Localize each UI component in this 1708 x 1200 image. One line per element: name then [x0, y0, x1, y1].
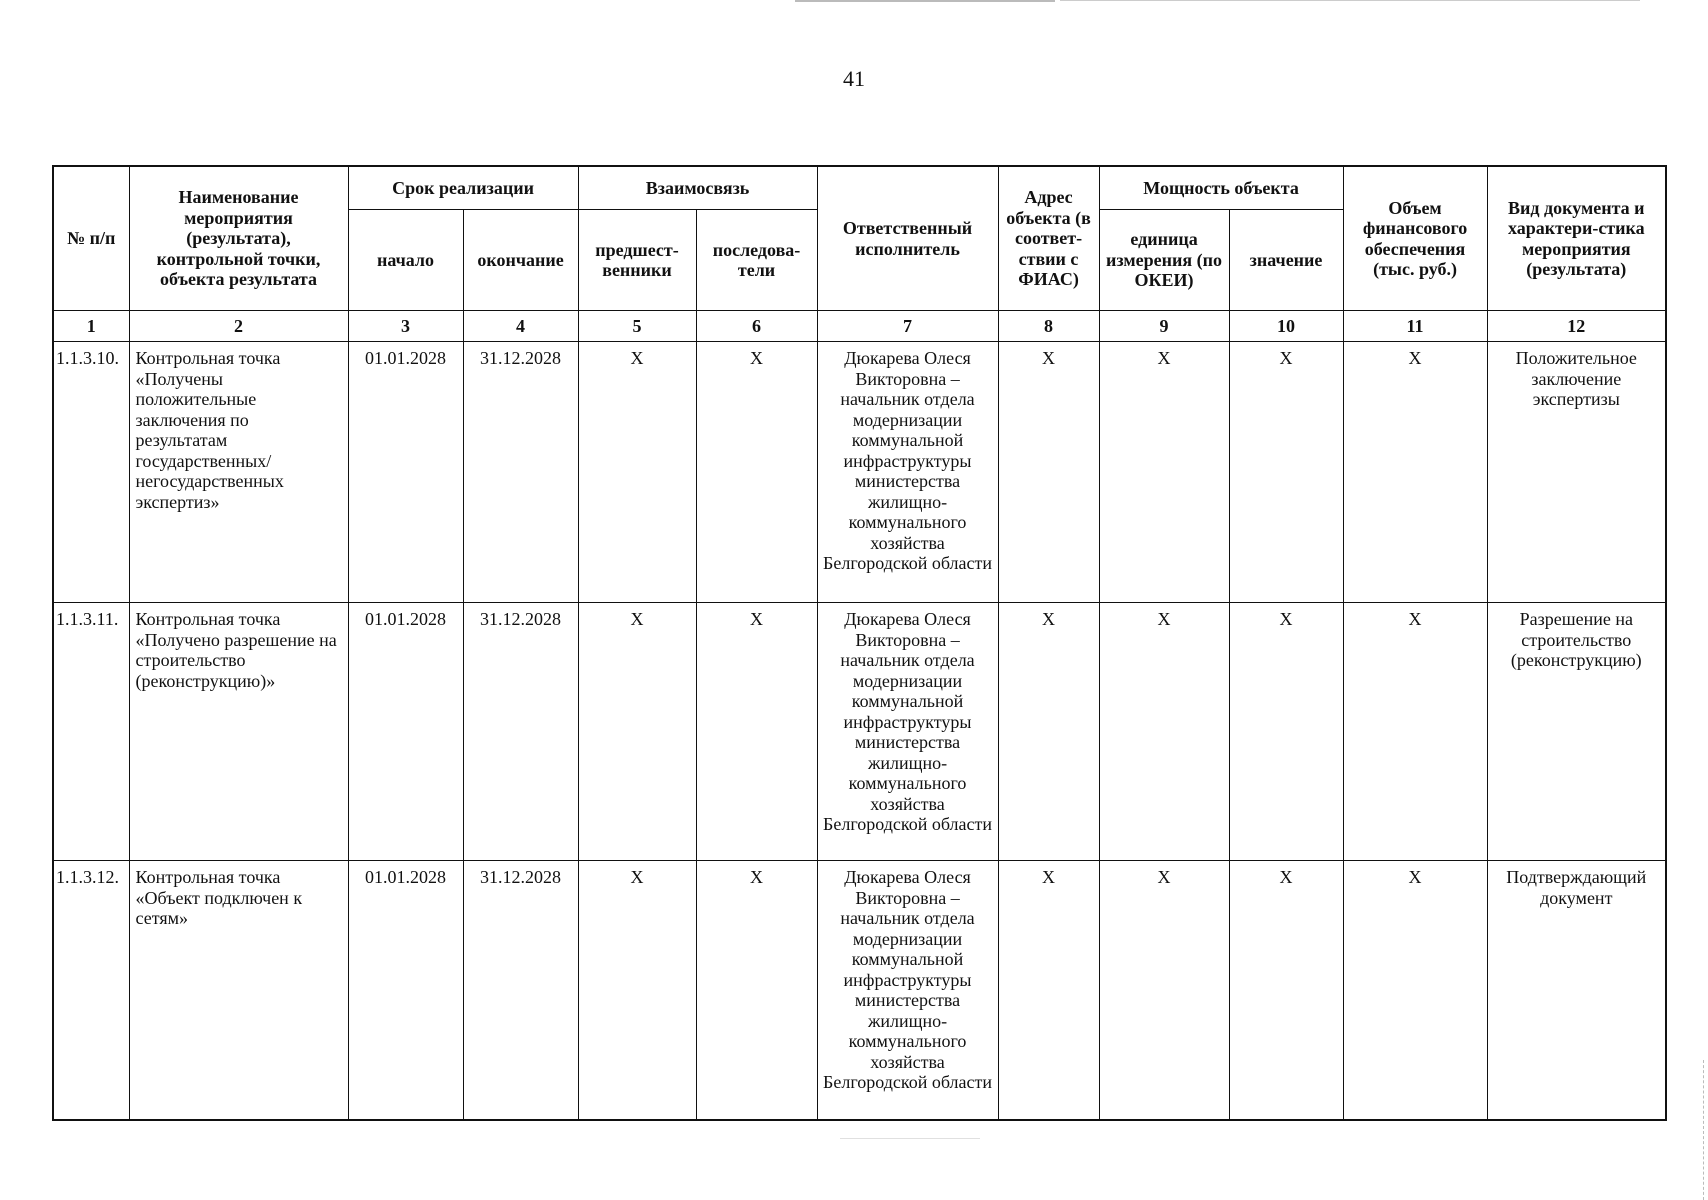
row-capacity-value: X: [1229, 861, 1343, 1121]
row-doc-type: Положительное заключение экспертизы: [1487, 342, 1666, 603]
row-start-date: 01.01.2028: [348, 603, 463, 861]
row-predecessors: X: [578, 603, 696, 861]
column-number: 3: [348, 311, 463, 342]
header-capacity-group: Мощность объекта: [1099, 166, 1343, 210]
column-number-row: [53, 311, 1666, 342]
column-number: 6: [696, 311, 817, 342]
row-successors: X: [696, 861, 817, 1121]
header-link-prev: предшест-венники: [578, 210, 696, 311]
header-link-group: Взаимосвязь: [578, 166, 817, 210]
row-address: X: [998, 861, 1099, 1121]
header-finance: Объем финансового обеспечения (тыс. руб.): [1343, 166, 1487, 311]
header-term-start: начало: [348, 210, 463, 311]
row-executor: Дюкарева Олеся Викторовна – начальник отдела модернизации коммунальной инфраструктуры министерства жилищно-коммунального хозяйства Белгородской области: [817, 603, 998, 861]
row-end-date: 31.12.2028: [463, 861, 578, 1121]
page-number: 41: [843, 66, 865, 91]
column-number: 9: [1099, 311, 1229, 342]
row-capacity-value: X: [1229, 603, 1343, 861]
table-row: [53, 861, 1666, 1121]
row-number: 1.1.3.10.: [53, 342, 129, 603]
table-row: [53, 603, 1666, 861]
column-number: 8: [998, 311, 1099, 342]
row-predecessors: X: [578, 342, 696, 603]
row-capacity-unit: X: [1099, 603, 1229, 861]
plan-table: [52, 165, 1667, 1121]
row-capacity-unit: X: [1099, 861, 1229, 1121]
row-name: Контрольная точка «Объект подключен к сетям»: [129, 861, 348, 1121]
column-number: 2: [129, 311, 348, 342]
column-number: 7: [817, 311, 998, 342]
header-capacity-unit: единица измерения (по ОКЕИ): [1099, 210, 1229, 311]
column-number: 12: [1487, 311, 1666, 342]
row-number: 1.1.3.11.: [53, 603, 129, 861]
column-number: 11: [1343, 311, 1487, 342]
row-number: 1.1.3.12.: [53, 861, 129, 1121]
row-successors: X: [696, 603, 817, 861]
row-finance: X: [1343, 861, 1487, 1121]
table-row: [53, 342, 1666, 603]
header-capacity-value: значение: [1229, 210, 1343, 311]
row-capacity-unit: X: [1099, 342, 1229, 603]
column-number: 4: [463, 311, 578, 342]
scan-edge-line: [1703, 1060, 1705, 1200]
row-executor: Дюкарева Олеся Викторовна – начальник отдела модернизации коммунальной инфраструктуры министерства жилищно-коммунального хозяйства Белгородской области: [817, 342, 998, 603]
row-name: Контрольная точка «Получено разрешение на строительство (реконструкцию)»: [129, 603, 348, 861]
header-term-end: окончание: [463, 210, 578, 311]
row-finance: X: [1343, 603, 1487, 861]
column-number: 1: [53, 311, 129, 342]
header-name: Наименование мероприятия (результата), контрольной точки, объекта результата: [129, 166, 348, 311]
row-start-date: 01.01.2028: [348, 861, 463, 1121]
column-number: 10: [1229, 311, 1343, 342]
row-capacity-value: X: [1229, 342, 1343, 603]
row-name: Контрольная точка «Получены положительные заключения по результатам государственных/ негосударственных экспертиз»: [129, 342, 348, 603]
header-address: Адрес объекта (в соответ-ствии с ФИАС): [998, 166, 1099, 311]
header-term-group: Срок реализации: [348, 166, 578, 210]
row-address: X: [998, 603, 1099, 861]
header-doc-type: Вид документа и характери-стика мероприятия (результата): [1487, 166, 1666, 311]
column-number: 5: [578, 311, 696, 342]
scan-top-rule: [1060, 0, 1640, 1]
row-doc-type: Подтверждающий документ: [1487, 861, 1666, 1121]
row-executor: Дюкарева Олеся Викторовна – начальник отдела модернизации коммунальной инфраструктуры министерства жилищно-коммунального хозяйства Белгородской области: [817, 861, 998, 1121]
scan-top-rule: [795, 0, 1055, 2]
row-predecessors: X: [578, 861, 696, 1121]
scan-artifact-line: [840, 1138, 980, 1139]
row-start-date: 01.01.2028: [348, 342, 463, 603]
row-address: X: [998, 342, 1099, 603]
row-successors: X: [696, 342, 817, 603]
header-link-next: последова-тели: [696, 210, 817, 311]
header-num: № п/п: [53, 166, 129, 311]
row-end-date: 31.12.2028: [463, 342, 578, 603]
row-doc-type: Разрешение на строительство (реконструкцию): [1487, 603, 1666, 861]
row-finance: X: [1343, 342, 1487, 603]
header-executor: Ответственный исполнитель: [817, 166, 998, 311]
row-end-date: 31.12.2028: [463, 603, 578, 861]
